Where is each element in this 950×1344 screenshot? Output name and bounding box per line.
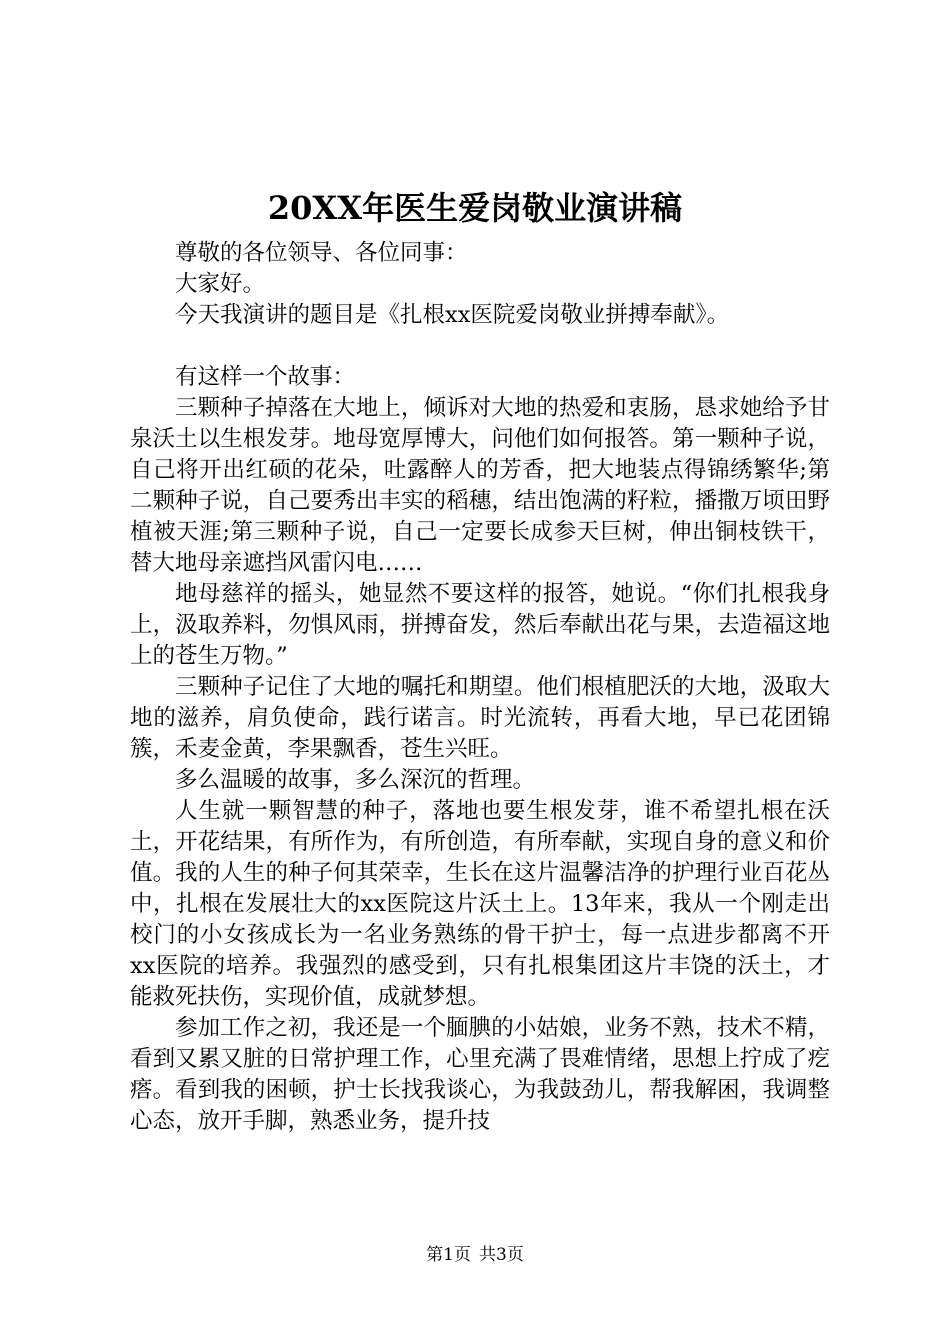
- story-intro-paragraph: 有这样一个故事：: [175, 364, 356, 390]
- paragraph-spacer: [130, 331, 830, 362]
- page-number: 第1页: [426, 1245, 471, 1265]
- document-title: 20XX年医生爱岗敬业演讲稿: [267, 189, 683, 227]
- reflection-paragraph: 多么温暖的故事，多么深沉的哲理。: [175, 767, 536, 793]
- early-work-paragraph: 参加工作之初，我还是一个腼腆的小姑娘，业务不熟，技术不精，看到又累又脏的日常护理工作，心里充满了畏难情绪，思想上拧成了疙瘩。看到我的困顿，护士长找我谈心，为我鼓劲儿，帮我解困，我调整心态，放开手脚，熟悉业务，提升技: [130, 1015, 830, 1134]
- earth-mother-paragraph: 地母慈祥的摇头，她显然不要这样的报答，她说。“你们扎根我身上，汲取养料，勿惧风雨，拼搏奋发，然后奉献出花与果，去造福这地上的苍生万物。”: [130, 581, 830, 669]
- life-seed-paragraph: 人生就一颗智慧的种子，落地也要生根发芽，谁不希望扎根在沃土，开花结果，有所作为，有所创造，有所奉献，实现自身的意义和价值。我的人生的种子何其荣幸，生长在这片温馨洁净的护理行业百花丛中，扎根在发展壮大的xx医院这片沃土上。13年来，我从一个刚走出校门的小女孩成长为一名业务熟练的骨干护士，每一点进步都离不开xx医院的培养。我强烈的感受到，只有扎根集团这片丰饶的沃土，才能救死扶伤，实现价值，成就梦想。: [130, 798, 830, 1010]
- topic-paragraph: 今天我演讲的题目是《扎根xx医院爱岗敬业拼搏奉献》。: [175, 302, 730, 328]
- story-paragraph: 三颗种子掉落在大地上，倾诉对大地的热爱和衷肠，恳求她给予甘泉沃土以生根发芽。地母宽厚博大，问他们如何报答。第一颗种子说，自己将开出红硕的花朵，吐露醉人的芳香，把大地装点得锦绣繁华;第二颗种子说，自己要秀出丰实的稻穗，结出饱满的籽粒，播撒万顷田野植被天涯;第三颗种子说，自己一定要长成参天巨树，伸出铜枝铁干，替大地母亲遮挡风雷闪电……: [130, 395, 830, 576]
- salutation-paragraph: 尊敬的各位领导、各位同事：: [175, 240, 468, 266]
- page-footer: [0, 1244, 950, 1266]
- document-body: [130, 238, 830, 1137]
- greeting-paragraph: 大家好。: [175, 271, 266, 297]
- page-total: 共3页: [479, 1245, 524, 1265]
- seeds-paragraph: 三颗种子记住了大地的嘱托和期望。他们根植肥沃的大地，汲取大地的滋养，肩负使命，践行诺言。时光流转，再看大地，早已花团锦簇，禾麦金黄，李果飘香，苍生兴旺。: [130, 674, 830, 762]
